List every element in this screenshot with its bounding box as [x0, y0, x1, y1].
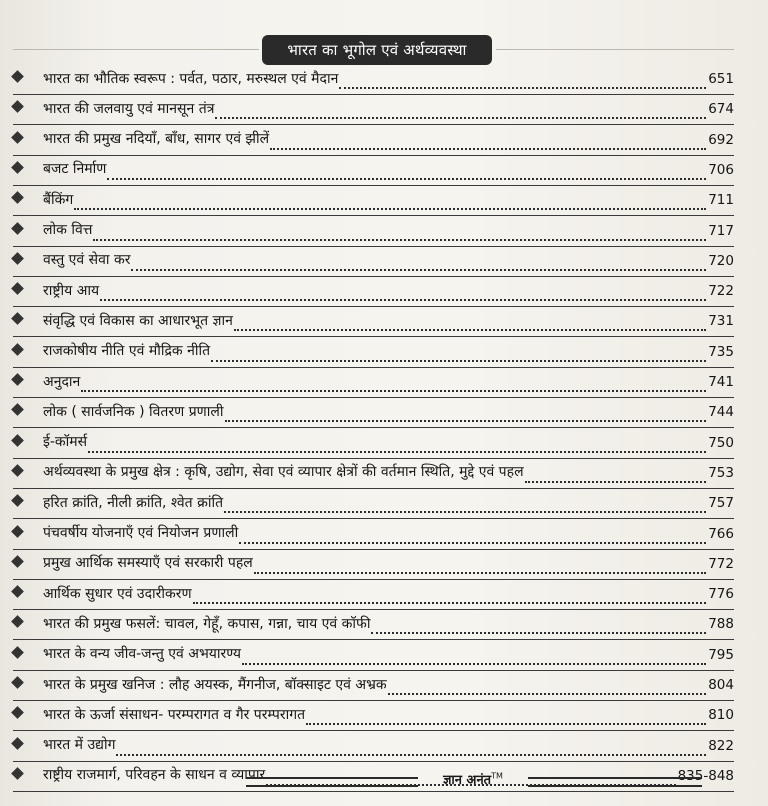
- dot-leader: [93, 229, 706, 241]
- diamond-bullet-icon: [11, 646, 24, 659]
- diamond-bullet-icon: [11, 737, 24, 750]
- toc-entry-line: [43, 640, 734, 670]
- toc-item-page: 706: [708, 161, 734, 178]
- toc-entry-line: [43, 397, 734, 427]
- dot-leader: [270, 138, 706, 150]
- toc-entry-line: [43, 700, 734, 730]
- toc-item-page: 741: [708, 374, 734, 390]
- diamond-bullet-icon: [11, 131, 24, 144]
- toc-item[interactable]: [0, 276, 768, 306]
- dot-leader: [234, 319, 706, 331]
- toc-entry-line: [43, 731, 734, 761]
- toc-item[interactable]: [0, 367, 768, 397]
- dot-leader: [388, 683, 707, 695]
- footer-rule-left: [246, 777, 418, 787]
- diamond-bullet-icon: [11, 100, 24, 113]
- toc-item-title: अनुदान: [43, 373, 81, 390]
- diamond-bullet-icon: [11, 343, 24, 356]
- toc-item[interactable]: [0, 64, 768, 94]
- toc-entry-line: [43, 64, 734, 94]
- toc-item-title: बैंकिंग: [43, 191, 74, 208]
- dot-leader: [339, 77, 706, 89]
- toc-item[interactable]: [0, 488, 768, 518]
- toc-item-title: भारत की प्रमुख नदियाँ, बाँध, सागर एवं झीलें: [43, 131, 270, 148]
- toc-item-page: 750: [708, 434, 734, 451]
- trademark-mark: TM: [491, 771, 503, 781]
- toc-item-title: आर्थिक सुधार एवं उदारीकरण: [43, 585, 192, 602]
- toc-item-title: राष्ट्रीय आय: [43, 282, 100, 299]
- toc-item-page: 772: [708, 555, 734, 572]
- toc-item-title: राजकोषीय नीति एवं मौद्रिक नीति: [43, 343, 211, 360]
- toc-item-title: प्रमुख आर्थिक समस्याएँ एवं सरकारी पहल: [43, 555, 253, 572]
- toc-item-title: वस्तु एवं सेवा कर: [43, 252, 131, 269]
- diamond-bullet-icon: [11, 222, 24, 235]
- toc-item-title: लोक वित्त: [43, 222, 93, 238]
- toc-item[interactable]: [0, 700, 768, 730]
- toc-item-title: भारत के ऊर्जा संसाधन- परम्परागत व गैर परम्परागत: [43, 706, 306, 723]
- diamond-bullet-icon: [11, 282, 24, 295]
- toc-item[interactable]: [0, 670, 768, 700]
- dot-leader: [215, 107, 706, 119]
- dot-leader: [100, 289, 706, 301]
- toc-entry-line: [43, 549, 734, 579]
- toc-entry-line: [43, 94, 734, 124]
- toc-entry-line: [43, 155, 734, 185]
- toc-item-page: 795: [708, 646, 734, 663]
- dot-leader: [107, 168, 706, 180]
- toc-item-page: 804: [708, 677, 734, 693]
- toc-item-title: राष्ट्रीय राजमार्ग, परिवहन के साधन व व्यापार: [43, 767, 266, 784]
- diamond-bullet-icon: [11, 403, 24, 416]
- toc-item-page: 744: [708, 404, 734, 421]
- header-rule-right: [496, 49, 734, 50]
- toc-item-title: भारत की जलवायु एवं मानसून तंत्र: [43, 100, 215, 117]
- toc-item-title: भारत का भौतिक स्वरूप : पर्वत, पठार, मरुस्थल एवं मैदान: [43, 70, 339, 87]
- toc-item-title: हरित क्रांति, नीली क्रांति, श्वेत क्रांति: [43, 494, 224, 511]
- toc-item[interactable]: [0, 155, 768, 185]
- diamond-bullet-icon: [11, 555, 24, 568]
- toc-item-title: भारत की प्रमुख फसलें: चावल, गेहूँ, कपास, गन्ना, चाय एवं कॉफी: [43, 615, 371, 632]
- header-rule-left: [13, 49, 259, 50]
- toc-entry-line: [43, 337, 734, 367]
- toc-item-title: संवृद्धि एवं विकास का आधारभूत ज्ञान: [43, 312, 233, 329]
- brand-logo: [420, 770, 526, 788]
- toc-item[interactable]: [0, 185, 768, 215]
- toc-item-title: बजट निर्माण: [43, 161, 107, 178]
- diamond-bullet-icon: [11, 161, 24, 174]
- dot-leader: [88, 441, 706, 453]
- toc-entry-line: [43, 579, 734, 609]
- diamond-bullet-icon: [11, 252, 24, 265]
- toc-item-page: 822: [708, 737, 734, 754]
- toc-item-page: 735: [708, 343, 734, 360]
- toc-item-page: 835-848: [677, 767, 734, 784]
- toc-item-page: 651: [708, 71, 734, 87]
- diamond-bullet-icon: [11, 494, 24, 507]
- diamond-bullet-icon: [11, 313, 24, 326]
- toc-item-title: पंचवर्षीय योजनाएँ एवं नियोजन प्रणाली: [43, 525, 239, 541]
- footer-rule-right: [528, 777, 702, 787]
- diamond-bullet-icon: [11, 676, 24, 689]
- toc-item[interactable]: [0, 640, 768, 670]
- toc-item-page: 717: [708, 222, 734, 239]
- toc-item-page: 692: [708, 131, 734, 148]
- toc-entry-line: [43, 276, 734, 306]
- toc-entry-line: [43, 488, 734, 518]
- page-footer: [0, 768, 768, 792]
- dot-leader: [81, 380, 706, 392]
- diamond-bullet-icon: [11, 616, 24, 629]
- toc-entry-line: [43, 609, 734, 639]
- diamond-bullet-icon: [11, 373, 24, 386]
- toc-item[interactable]: [0, 306, 768, 336]
- diamond-bullet-icon: [11, 464, 24, 477]
- toc-entry-line: [43, 519, 734, 549]
- dot-leader: [74, 198, 706, 210]
- toc-item-page: 766: [708, 525, 734, 542]
- dot-leader: [116, 744, 706, 756]
- toc-item-page: 674: [708, 101, 734, 118]
- dot-leader: [254, 562, 706, 574]
- toc-item-title: ई-कॉमर्स: [43, 434, 88, 451]
- toc-item-title: भारत में उद्योग: [43, 737, 116, 754]
- toc-item-page: 776: [708, 586, 734, 603]
- dot-leader: [242, 653, 706, 665]
- toc-item[interactable]: [0, 519, 768, 549]
- toc-item[interactable]: [0, 549, 768, 579]
- toc-item[interactable]: [0, 216, 768, 246]
- diamond-bullet-icon: [11, 706, 24, 719]
- toc-item[interactable]: [0, 428, 768, 458]
- dot-leader: [371, 622, 706, 634]
- dot-leader: [306, 713, 706, 725]
- toc-entry-line: [43, 670, 734, 700]
- toc-item[interactable]: [0, 579, 768, 609]
- brand-text: ज्ञान अनंत: [443, 773, 492, 788]
- toc-item[interactable]: [0, 246, 768, 276]
- dot-leader: [225, 410, 707, 422]
- dot-leader: [239, 532, 706, 544]
- toc-entry-line: [43, 125, 734, 155]
- diamond-bullet-icon: [11, 70, 24, 83]
- toc-item-page: 757: [708, 495, 734, 512]
- toc-entry-line: [43, 185, 734, 215]
- toc-entry-line: [43, 246, 734, 276]
- dot-leader: [211, 350, 706, 362]
- toc-item-page: 722: [708, 283, 734, 300]
- diamond-bullet-icon: [11, 525, 24, 538]
- toc-item-page: 810: [708, 707, 734, 724]
- toc-item-page: 720: [708, 252, 734, 269]
- toc-item[interactable]: [0, 337, 768, 367]
- dot-leader: [525, 471, 707, 483]
- diamond-bullet-icon: [11, 191, 24, 204]
- toc-entry-line: [43, 306, 734, 336]
- toc-item[interactable]: [0, 125, 768, 155]
- section-title-text: भारत का भूगोल एवं अर्थव्यवस्था: [287, 41, 467, 59]
- toc-item[interactable]: [0, 458, 768, 488]
- toc-item-title: लोक ( सार्वजनिक ) वितरण प्रणाली: [43, 403, 224, 420]
- dot-leader: [193, 592, 707, 604]
- dot-leader: [131, 259, 706, 271]
- toc-entry-line: [43, 216, 734, 246]
- toc-item-title: भारत के वन्य जीव-जन्तु एवं अभयारण्य: [43, 646, 242, 663]
- toc-item-page: 753: [708, 464, 734, 481]
- toc-item-title: भारत के प्रमुख खनिज : लौह अयस्क, मैंगनीज, बॉक्साइट एवं अभ्रक: [43, 676, 387, 693]
- toc-entry-line: [43, 428, 734, 458]
- toc-item[interactable]: [0, 94, 768, 124]
- toc-item[interactable]: [0, 731, 768, 761]
- section-title: [262, 35, 492, 65]
- toc-item[interactable]: [0, 397, 768, 427]
- diamond-bullet-icon: [11, 585, 24, 598]
- toc-entry-line: [43, 367, 734, 397]
- toc-item-title: अर्थव्यवस्था के प्रमुख क्षेत्र : कृषि, उद्योग, सेवा एवं व्यापार क्षेत्रों की वर्तमान स्थिति, मुद्दे एवं पहल: [43, 464, 524, 481]
- diamond-bullet-icon: [11, 434, 24, 447]
- toc-item-page: 788: [708, 616, 734, 633]
- toc-item-page: 731: [708, 313, 734, 330]
- dot-leader: [224, 501, 706, 513]
- toc-item-page: 711: [708, 192, 734, 209]
- toc-item[interactable]: [0, 609, 768, 639]
- toc-entry-line: [43, 458, 734, 488]
